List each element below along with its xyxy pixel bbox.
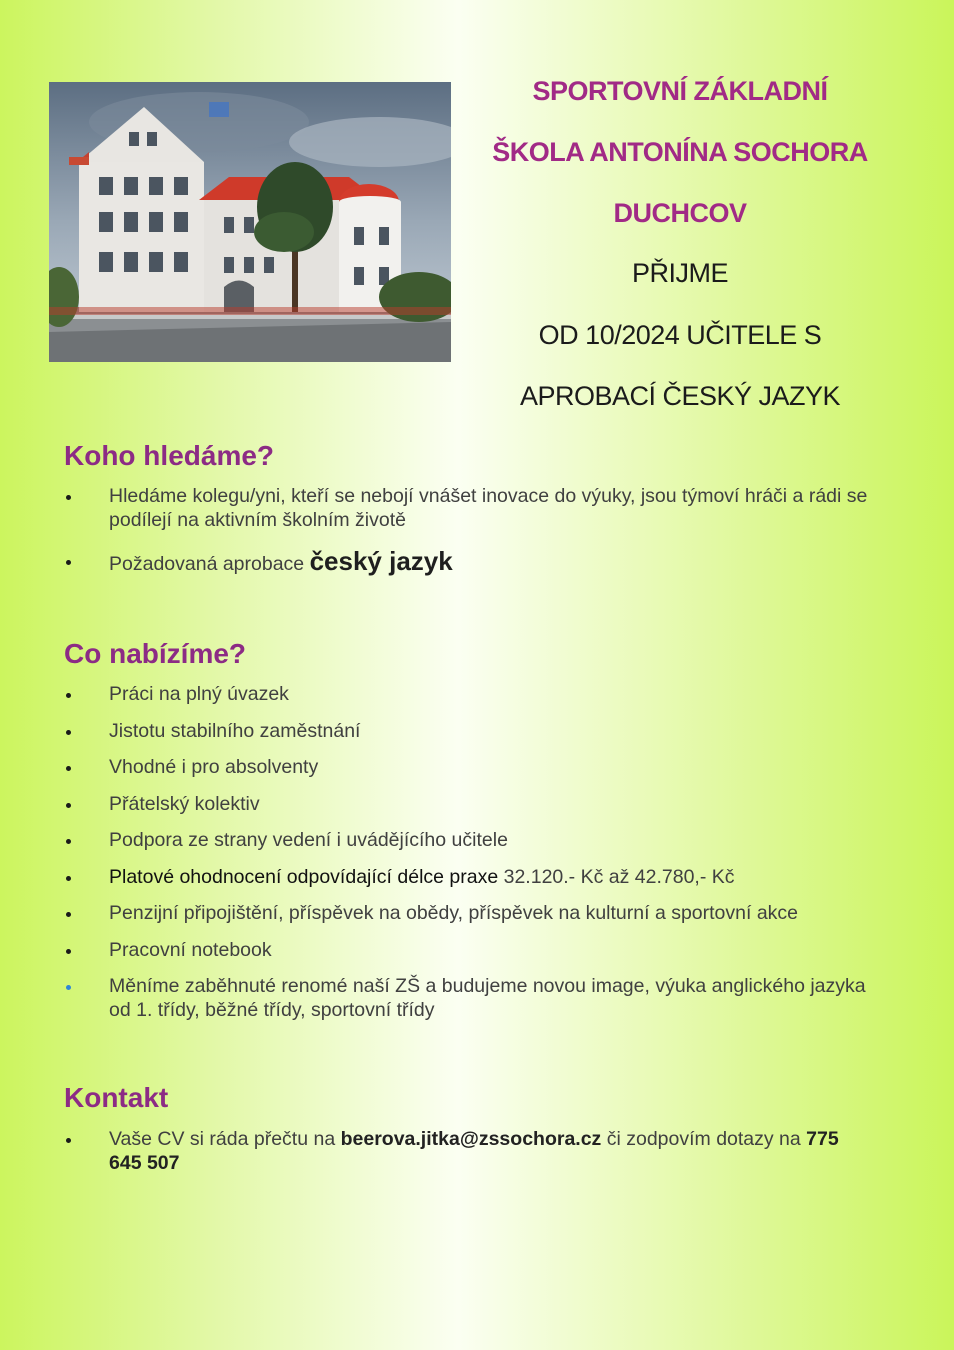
list-item: Vhodné i pro absolventy — [64, 755, 914, 779]
list-item: Penzijní připojištění, příspěvek na obědy, příspěvek na kulturní a sportovní akce — [64, 901, 914, 925]
email-link[interactable]: beerova.jitka@zssochora.cz — [340, 1128, 602, 1150]
title-line-3: DUCHCOV — [613, 198, 747, 228]
title-line-5: OD 10/2024 UČITELE S — [538, 320, 822, 350]
list-item — [64, 865, 914, 889]
title-line-6: APROBACÍ ČESKÝ JAZYK — [519, 381, 841, 411]
list-item: Přátelský kolektiv — [64, 792, 914, 816]
title-line-2: ŠKOLA ANTONÍNA SOCHORA — [492, 137, 868, 167]
school-photo — [49, 82, 451, 362]
list-item: Podpora ze strany vedení i uvádějícího učitele — [64, 828, 914, 852]
title-line-1: SPORTOVNÍ ZÁKLADNÍ — [532, 76, 828, 106]
list-item — [64, 546, 914, 576]
kontakt-list — [64, 1127, 914, 1175]
list-item: Pracovní notebook — [64, 938, 914, 962]
list-item — [64, 1127, 914, 1175]
title-line-4: PŘIJME — [631, 258, 728, 288]
kontakt-text-before: Vaše CV si ráda přečtu na — [109, 1128, 341, 1150]
section-title-kontakt: Kontakt — [64, 1082, 169, 1113]
list-item: Měníme zaběhnuté renomé naší ZŠ a budujeme novou image, výuka anglického jazyka od 1. třídy, běžné třídy, sportovní třídy — [64, 974, 914, 1022]
item-prefix: Požadovaná aprobace — [109, 553, 310, 575]
section-title-nabizime: Co nabízíme? — [64, 638, 247, 669]
nabizime-list — [64, 682, 914, 1022]
list-item: Jistotu stabilního zaměstnání — [64, 719, 914, 743]
list-item: Hledáme kolegu/yni, kteří se nebojí vnášet inovace do výuky, jsou týmoví hráči a rádi se podílejí na aktivním školním životě — [64, 484, 914, 532]
list-item: Práci na plný úvazek — [64, 682, 914, 706]
aprobace-emphasis: český jazyk — [309, 546, 453, 576]
kontakt-text-after: či zodpovím dotazy na — [601, 1128, 807, 1150]
phone-number[interactable]: 775 645 507 — [109, 1128, 839, 1174]
section-title-koho: Koho hledáme? — [64, 440, 275, 471]
salary-label: Platové ohodnocení odpovídající délce praxe — [109, 865, 499, 888]
koho-list — [64, 484, 914, 576]
salary-range: 32.120.- Kč až 42.780,- Kč — [498, 865, 735, 888]
